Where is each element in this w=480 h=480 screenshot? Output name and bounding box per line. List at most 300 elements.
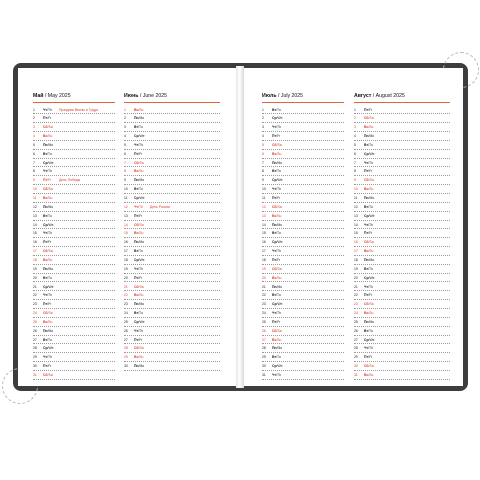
weekday-en: Fr xyxy=(139,151,143,156)
day-row xyxy=(354,256,450,265)
day-number: 20 xyxy=(124,275,128,280)
weekday-en: Tu xyxy=(369,204,373,209)
day-row xyxy=(124,327,220,336)
day-number: 15 xyxy=(354,231,358,236)
weekday-ru: Вт xyxy=(43,337,48,342)
weekday-ru: Вс xyxy=(364,311,369,316)
weekday-separator: / xyxy=(276,337,278,342)
weekday-en: Su xyxy=(139,169,144,174)
day-row xyxy=(354,238,450,247)
weekday-separator: / xyxy=(276,257,278,262)
day-number: 14 xyxy=(354,222,358,227)
day-row xyxy=(33,185,115,194)
weekday-separator: / xyxy=(276,284,278,289)
weekday-ru: Вт xyxy=(43,151,48,156)
weekday-separator: / xyxy=(138,364,140,369)
weekday-en: Su xyxy=(277,275,282,280)
day-number: 2 xyxy=(33,116,35,121)
day-row xyxy=(124,265,220,274)
day-row xyxy=(124,114,220,123)
weekday-en: We xyxy=(48,346,54,351)
weekday-separator: / xyxy=(368,213,370,218)
weekday-separator: / xyxy=(47,116,49,121)
day-number: 22 xyxy=(262,293,266,298)
day-row xyxy=(262,274,344,283)
day-row xyxy=(124,353,220,362)
day-row xyxy=(124,229,220,238)
weekday-en: Tu xyxy=(369,266,373,271)
weekday-en: Fr xyxy=(369,107,373,112)
day-row xyxy=(354,318,450,327)
weekday-en: Mo xyxy=(48,266,54,271)
day-number: 31 xyxy=(262,373,266,377)
day-number: 24 xyxy=(124,311,128,316)
weekday-separator: / xyxy=(276,249,277,254)
day-number: 21 xyxy=(124,284,128,289)
weekday-separator: / xyxy=(138,337,140,342)
weekday-separator: / xyxy=(138,319,140,324)
day-row xyxy=(262,229,344,238)
weekday-en: Sa xyxy=(139,222,144,227)
day-row xyxy=(262,256,344,265)
weekday-separator: / xyxy=(47,328,49,333)
day-row xyxy=(262,176,344,185)
day-number: 30 xyxy=(124,364,128,369)
day-row xyxy=(354,336,450,345)
day-row xyxy=(262,238,344,247)
weekday-separator: / xyxy=(138,125,140,130)
weekday-separator: / xyxy=(47,284,49,289)
weekday-separator: / xyxy=(47,178,49,183)
day-row xyxy=(262,159,344,168)
weekday-separator: / xyxy=(138,346,140,351)
weekday-en: Fr xyxy=(48,302,52,307)
weekday-separator: / xyxy=(368,222,369,227)
day-row xyxy=(354,247,450,256)
day-row xyxy=(262,318,344,327)
weekday-ru: Пт xyxy=(43,364,48,369)
day-row xyxy=(124,283,220,292)
day-number: 20 xyxy=(354,275,358,280)
day-number: 29 xyxy=(354,355,358,360)
weekday-ru: Чт xyxy=(134,328,139,333)
weekday-en: Su xyxy=(48,196,53,200)
weekday-en: Mo xyxy=(277,346,283,351)
weekday-separator: / xyxy=(368,328,370,333)
day-number: 30 xyxy=(262,364,266,369)
day-number: 19 xyxy=(262,266,266,271)
weekday-en: Mo xyxy=(369,196,375,200)
day-row xyxy=(354,203,450,212)
day-row xyxy=(262,114,344,123)
day-number: 31 xyxy=(33,373,37,377)
weekday-ru: Сб xyxy=(364,302,369,307)
weekday-en: Su xyxy=(139,293,144,298)
weekday-en: Tu xyxy=(277,107,281,112)
weekday-ru: Вс xyxy=(134,169,139,174)
day-number: 11 xyxy=(354,196,358,200)
weekday-ru: Ср xyxy=(134,319,139,324)
day-number: 17 xyxy=(262,249,266,254)
weekday-ru: Чт xyxy=(43,231,48,236)
weekday-en: Mo xyxy=(277,284,283,289)
weekday-ru: Пн xyxy=(364,319,369,324)
day-number: 11 xyxy=(262,196,266,200)
weekday-separator: / xyxy=(138,302,140,307)
day-row xyxy=(262,203,344,212)
weekday-separator: / xyxy=(138,116,140,121)
weekday-separator: / xyxy=(368,169,370,174)
day-number: 11 xyxy=(124,196,128,200)
weekday-ru: Пн xyxy=(272,346,277,351)
weekday-en: Fr xyxy=(139,213,143,218)
weekday-separator: / xyxy=(47,293,48,298)
weekday-separator: / xyxy=(138,328,139,333)
weekday-separator: / xyxy=(138,355,140,360)
weekday-separator: / xyxy=(138,240,140,245)
weekday-ru: Пт xyxy=(272,134,277,139)
weekday-ru: Пн xyxy=(134,116,139,121)
day-number: 3 xyxy=(262,125,264,130)
weekday-en: We xyxy=(277,240,283,245)
weekday-en: Fr xyxy=(139,337,143,342)
weekday-ru: Ср xyxy=(134,196,139,200)
weekday-en: Th xyxy=(48,107,52,112)
weekday-separator: / xyxy=(47,346,49,351)
day-row xyxy=(262,167,344,176)
day-row xyxy=(124,141,220,150)
weekday-ru: Сб xyxy=(364,116,369,121)
weekday-en: Sa xyxy=(139,346,144,351)
weekday-separator: / xyxy=(368,346,369,351)
weekday-separator: / xyxy=(368,142,370,147)
day-number: 1 xyxy=(33,107,35,112)
weekday-en: Mo xyxy=(369,319,375,324)
weekday-separator: / xyxy=(138,266,139,271)
weekday-separator: / xyxy=(138,178,140,183)
day-row xyxy=(262,141,344,150)
day-row xyxy=(124,256,220,265)
weekday-separator: / xyxy=(368,187,370,192)
weekday-en: Th xyxy=(48,231,52,236)
day-row xyxy=(354,274,450,283)
weekday-en: Sa xyxy=(48,249,53,254)
weekday-en: Su xyxy=(139,355,144,360)
day-number: 9 xyxy=(33,178,35,183)
weekday-en: Fr xyxy=(139,275,143,280)
weekday-en: Sa xyxy=(369,178,374,183)
weekday-separator: / xyxy=(47,222,49,227)
weekday-ru: Чт xyxy=(134,266,139,271)
day-row xyxy=(262,283,344,292)
day-number: 21 xyxy=(354,284,358,289)
weekday-ru: Вт xyxy=(43,275,48,280)
weekday-separator: / xyxy=(276,275,278,280)
weekday-ru: Ср xyxy=(272,240,277,245)
day-row xyxy=(124,159,220,168)
weekday-separator: / xyxy=(276,231,278,236)
day-number: 22 xyxy=(33,293,37,298)
day-row xyxy=(262,106,344,115)
day-number: 13 xyxy=(33,213,37,218)
weekday-ru: Ср xyxy=(272,116,277,121)
weekday-separator: / xyxy=(47,373,49,377)
weekday-en: Fr xyxy=(277,319,281,324)
weekday-ru: Пт xyxy=(364,169,369,174)
day-number: 16 xyxy=(354,240,358,245)
weekday-separator: / xyxy=(47,240,49,245)
weekday-separator: / xyxy=(47,337,49,342)
weekday-separator: / xyxy=(47,355,48,360)
weekday-separator: / xyxy=(138,151,140,156)
weekday-ru: Пн xyxy=(364,134,369,139)
day-number: 29 xyxy=(124,355,128,360)
weekday-separator: / xyxy=(138,142,139,147)
weekday-separator: / xyxy=(47,302,49,307)
weekday-ru: Сб xyxy=(272,328,277,333)
holiday-label: День России xyxy=(150,204,170,209)
weekday-separator: / xyxy=(47,275,49,280)
weekday-separator: / xyxy=(368,364,370,369)
day-number: 18 xyxy=(33,257,37,262)
weekday-separator: / xyxy=(276,328,278,333)
day-row xyxy=(33,265,115,274)
month-title-en: July 2025 xyxy=(280,93,304,99)
day-number: 19 xyxy=(33,266,37,271)
day-number: 3 xyxy=(354,125,356,130)
weekday-en: Su xyxy=(139,107,144,112)
day-row xyxy=(124,362,220,371)
month-title-ru: Май xyxy=(33,93,44,99)
day-row xyxy=(33,176,115,185)
weekday-en: Tu xyxy=(48,151,52,156)
weekday-en: Th xyxy=(139,266,143,271)
day-number: 6 xyxy=(354,151,356,156)
weekday-ru: Вт xyxy=(134,125,139,130)
day-row xyxy=(33,194,115,203)
day-row xyxy=(354,194,450,203)
day-number: 15 xyxy=(262,231,266,236)
weekday-ru: Пн xyxy=(272,222,277,227)
day-number: 24 xyxy=(33,311,37,316)
day-number: 15 xyxy=(124,231,128,236)
day-row xyxy=(354,167,450,176)
day-row xyxy=(33,371,115,380)
day-row xyxy=(33,309,115,318)
weekday-ru: Ср xyxy=(134,257,139,262)
weekday-en: We xyxy=(48,160,54,165)
weekday-ru: Сб xyxy=(43,373,48,377)
day-row xyxy=(124,212,220,221)
day-number: 1 xyxy=(124,107,126,112)
day-row xyxy=(262,150,344,159)
weekday-en: Su xyxy=(48,319,53,324)
weekday-separator: / xyxy=(276,222,278,227)
weekday-separator: / xyxy=(276,187,277,192)
day-row xyxy=(262,344,344,353)
weekday-ru: Пн xyxy=(272,284,277,289)
weekday-en: We xyxy=(277,302,283,307)
day-row xyxy=(33,256,115,265)
weekday-separator: / xyxy=(368,160,369,165)
weekday-ru: Ср xyxy=(364,151,369,156)
day-number: 11 xyxy=(33,196,37,200)
day-number: 23 xyxy=(124,302,128,307)
weekday-ru: Вс xyxy=(272,275,277,280)
weekday-ru: Ср xyxy=(43,346,48,351)
day-row xyxy=(262,371,344,380)
holiday-label: Праздник Весны и Труда xyxy=(59,107,98,112)
day-number: 16 xyxy=(124,240,128,245)
weekday-en: Th xyxy=(139,204,143,209)
weekday-separator: / xyxy=(47,364,49,369)
weekday-ru: Сб xyxy=(134,222,139,227)
weekday-separator: / xyxy=(138,187,140,192)
month-header: Июль / July 2025 xyxy=(262,93,304,99)
day-number: 29 xyxy=(33,355,37,360)
day-row xyxy=(124,336,220,345)
day-row xyxy=(354,212,450,221)
weekday-en: Fr xyxy=(369,355,373,360)
weekday-en: Tu xyxy=(277,355,281,360)
day-number: 20 xyxy=(33,275,37,280)
weekday-ru: Чт xyxy=(43,293,48,298)
day-number: 22 xyxy=(124,293,128,298)
day-number: 30 xyxy=(33,364,37,369)
month-header-rule xyxy=(354,102,450,103)
day-number: 26 xyxy=(33,328,37,333)
weekday-separator: / xyxy=(368,275,370,280)
day-row xyxy=(33,300,115,309)
weekday-separator: / xyxy=(138,204,139,209)
weekday-en: Fr xyxy=(369,231,373,236)
weekday-ru: Вт xyxy=(272,231,277,236)
weekday-en: Sa xyxy=(369,364,374,369)
weekday-en: Tu xyxy=(139,187,143,192)
day-number: 17 xyxy=(33,249,37,254)
weekday-separator: / xyxy=(47,249,49,254)
day-number: 24 xyxy=(262,311,266,316)
day-number: 26 xyxy=(124,328,128,333)
day-number: 19 xyxy=(124,266,128,271)
weekday-en: Mo xyxy=(139,364,145,369)
weekday-separator: / xyxy=(138,160,140,165)
weekday-separator: / xyxy=(138,293,140,298)
weekday-separator: / xyxy=(368,231,370,236)
weekday-en: Th xyxy=(277,311,281,316)
weekday-ru: Вт xyxy=(364,266,369,271)
weekday-en: Sa xyxy=(277,142,282,147)
day-number: 9 xyxy=(354,178,356,183)
weekday-ru: Пн xyxy=(272,160,277,165)
day-row xyxy=(354,123,450,132)
weekday-ru: Пт xyxy=(134,213,139,218)
day-row xyxy=(262,336,344,345)
weekday-en: Sa xyxy=(48,125,53,130)
day-row xyxy=(124,106,220,115)
weekday-en: Su xyxy=(277,151,282,156)
weekday-ru: Сб xyxy=(134,160,139,165)
day-row xyxy=(33,114,115,123)
day-number: 28 xyxy=(33,346,37,351)
weekday-ru: Чт xyxy=(272,187,277,192)
day-number: 12 xyxy=(124,204,128,209)
weekday-en: Tu xyxy=(48,275,52,280)
weekday-separator: / xyxy=(276,319,278,324)
weekday-separator: / xyxy=(368,134,370,139)
weekday-separator: / xyxy=(368,311,370,316)
weekday-ru: Ср xyxy=(134,134,139,139)
weekday-separator: / xyxy=(47,125,49,130)
weekday-ru: Пт xyxy=(134,151,139,156)
day-number: 21 xyxy=(33,284,37,289)
weekday-separator: / xyxy=(47,213,49,218)
weekday-separator: / xyxy=(138,169,140,174)
day-row xyxy=(354,265,450,274)
day-row xyxy=(33,123,115,132)
weekday-en: Mo xyxy=(48,328,54,333)
day-number: 1 xyxy=(354,107,356,112)
weekday-ru: Пт xyxy=(272,257,277,262)
weekday-ru: Сб xyxy=(364,178,369,183)
weekday-separator: / xyxy=(47,169,48,174)
weekday-ru: Пт xyxy=(43,240,48,245)
day-number: 18 xyxy=(354,257,358,262)
day-number: 25 xyxy=(354,319,358,324)
weekday-ru: Пн xyxy=(134,364,139,369)
day-number: 5 xyxy=(262,142,264,147)
weekday-ru: Пн xyxy=(43,142,48,147)
weekday-en: Su xyxy=(277,337,282,342)
day-row xyxy=(124,123,220,132)
weekday-ru: Вс xyxy=(43,134,48,139)
weekday-en: Su xyxy=(369,311,374,316)
weekday-ru: Пн xyxy=(43,266,48,271)
day-row xyxy=(33,362,115,371)
weekday-separator: / xyxy=(368,355,370,360)
weekday-ru: Пт xyxy=(364,355,369,360)
day-row xyxy=(354,141,450,150)
month-title-ru: Июль xyxy=(262,93,277,99)
weekday-ru: Вт xyxy=(134,187,139,192)
weekday-en: Fr xyxy=(48,116,52,121)
day-row xyxy=(262,291,344,300)
weekday-ru: Пт xyxy=(43,116,48,121)
day-row xyxy=(33,221,115,230)
day-number: 25 xyxy=(262,319,266,324)
day-row xyxy=(33,238,115,247)
weekday-separator: / xyxy=(276,364,278,369)
day-row xyxy=(262,212,344,221)
weekday-en: Tu xyxy=(369,328,373,333)
day-number: 2 xyxy=(124,116,126,121)
weekday-separator: / xyxy=(276,373,277,377)
weekday-ru: Вс xyxy=(43,196,48,200)
weekday-ru: Ср xyxy=(272,178,277,183)
weekday-separator: / xyxy=(138,257,140,262)
weekday-en: Mo xyxy=(139,178,145,183)
weekday-separator: / xyxy=(47,187,49,192)
day-row xyxy=(124,221,220,230)
weekday-ru: Вс xyxy=(134,107,139,112)
weekday-ru: Ср xyxy=(272,364,277,369)
weekday-en: We xyxy=(369,213,375,218)
weekday-separator: / xyxy=(47,204,49,209)
weekday-separator: / xyxy=(368,178,370,183)
day-number: 12 xyxy=(262,204,266,209)
weekday-ru: Сб xyxy=(43,125,48,130)
day-number: 23 xyxy=(33,302,37,307)
